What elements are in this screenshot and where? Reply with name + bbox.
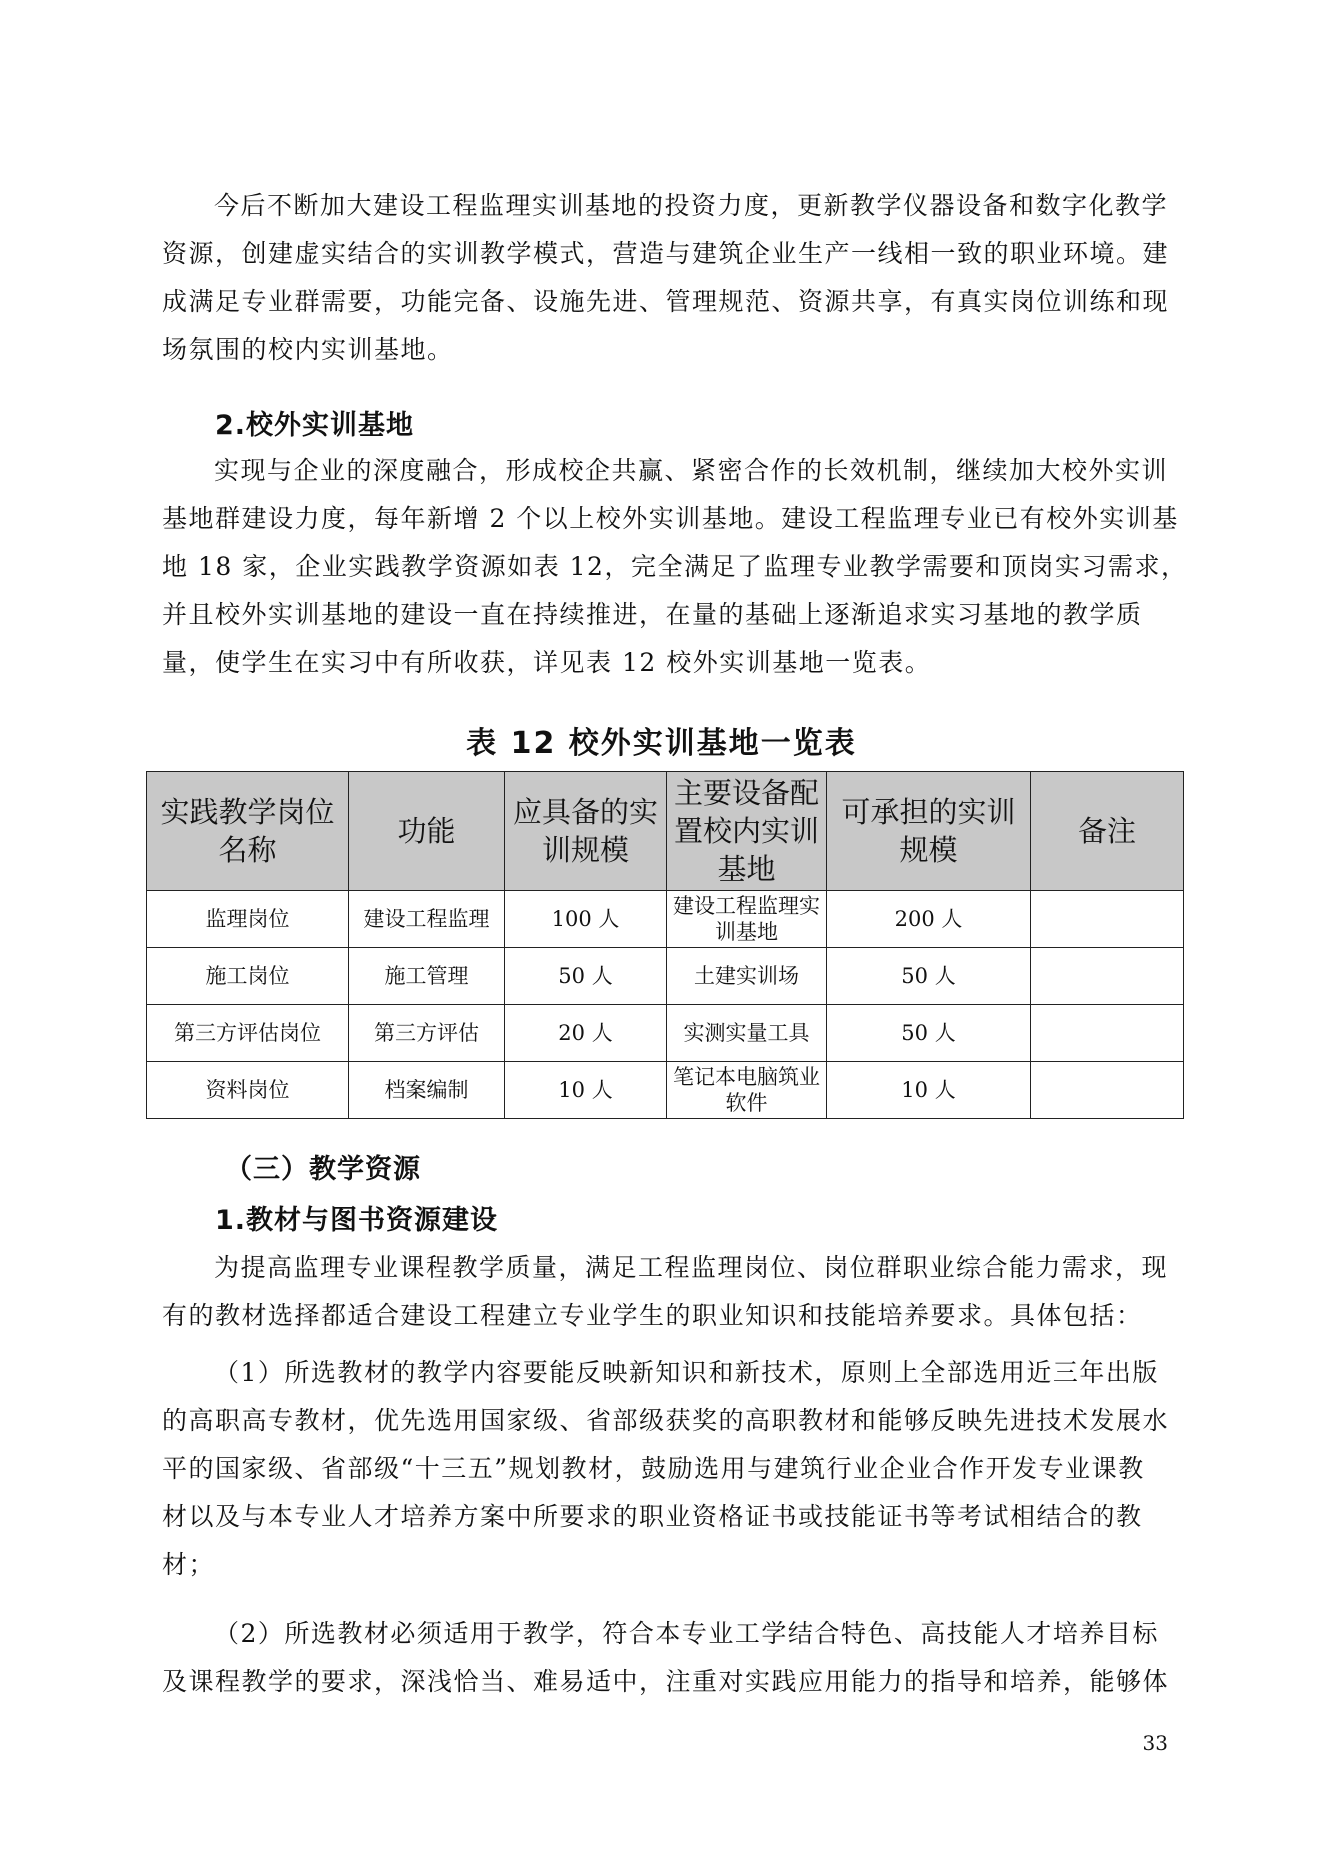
header-cell-remarks: 备注 <box>1031 772 1184 891</box>
text-line: 为提高监理专业课程教学质量，满足工程监理岗位、岗位群职业综合能力需求，现 <box>214 1253 1169 1282</box>
text-line: 并且校外实训基地的建设一直在持续推进，在量的基础上逐渐追求实习基地的教学质 <box>162 600 1143 629</box>
table-cell: 施工管理 <box>349 948 505 1005</box>
paragraph-textbook-rule-2 <box>162 1610 1172 1706</box>
header-cell-required-scale: 应具备的实训规模 <box>505 772 667 891</box>
table-cell: 施工岗位 <box>147 948 349 1005</box>
text-line: 材以及与本专业人才培养方案中所要求的职业资格证书或技能证书等考试相结合的教 <box>162 1502 1143 1531</box>
text-line: 有的教材选择都适合建设工程建立专业学生的职业知识和技能培养要求。具体包括： <box>162 1301 1143 1330</box>
table-caption: 表 12 校外实训基地一览表 <box>466 726 857 761</box>
text-line: 平的国家级、省部级“十三五”规划教材，鼓励选用与建筑行业企业合作开发专业课教 <box>162 1454 1145 1483</box>
table-cell <box>1031 1062 1184 1119</box>
text-line: 资源，创建虚实结合的实训教学模式，营造与建筑企业生产一线相一致的职业环境。建 <box>162 239 1170 268</box>
header-cell-function: 功能 <box>349 772 505 891</box>
table-row <box>147 1062 1184 1119</box>
table-cell: 10 人 <box>827 1062 1031 1119</box>
table-row <box>147 891 1184 948</box>
table-cell: 50 人 <box>827 1005 1031 1062</box>
text-line: 成满足专业群需要，功能完备、设施先进、管理规范、资源共享，有真实岗位训练和现 <box>162 287 1170 316</box>
paragraph-textbook-rule-1 <box>162 1349 1172 1589</box>
table-row <box>147 948 1184 1005</box>
text-line: 量，使学生在实习中有所收获，详见表 12 校外实训基地一览表。 <box>162 648 932 677</box>
page-number: 33 <box>1142 1731 1168 1755</box>
text-line: 实现与企业的深度融合，形成校企共赢、紧密合作的长效机制，继续加大校外实训 <box>214 456 1169 485</box>
table-cell: 50 人 <box>827 948 1031 1005</box>
text-line: 今后不断加大建设工程监理实训基地的投资力度，更新教学仪器设备和数字化教学 <box>214 191 1169 220</box>
table-cell: 20 人 <box>505 1005 667 1062</box>
paragraph-textbook-intro <box>162 1244 1172 1340</box>
table-cell: 笔记本电脑筑业软件 <box>667 1062 827 1119</box>
table-cell: 第三方评估岗位 <box>147 1005 349 1062</box>
text-line: 及课程教学的要求，深浅恰当、难易适中，注重对实践应用能力的指导和培养，能够体 <box>162 1667 1170 1696</box>
table-cell: 50 人 <box>505 948 667 1005</box>
header-cell-position: 实践教学岗位名称 <box>147 772 349 891</box>
table-cell: 200 人 <box>827 891 1031 948</box>
table-header-row <box>147 772 1184 891</box>
text-line: 场氛围的校内实训基地。 <box>162 335 454 364</box>
table-cell: 建设工程监理实训基地 <box>667 891 827 948</box>
table-cell <box>1031 1005 1184 1062</box>
table-cell: 建设工程监理 <box>349 891 505 948</box>
text-line: 基地群建设力度，每年新增 2 个以上校外实训基地。建设工程监理专业已有校外实训基 <box>162 504 1179 533</box>
table-cell: 实测实量工具 <box>667 1005 827 1062</box>
table-cell: 监理岗位 <box>147 891 349 948</box>
table-row <box>147 1005 1184 1062</box>
training-base-table <box>146 771 1184 1119</box>
table-cell: 100 人 <box>505 891 667 948</box>
table-cell: 土建实训场 <box>667 948 827 1005</box>
header-cell-capacity: 可承担的实训规模 <box>827 772 1031 891</box>
heading-textbook-resources: 1.教材与图书资源建设 <box>215 1205 499 1236</box>
table-cell: 档案编制 <box>349 1062 505 1119</box>
heading-off-campus-training-base: 2.校外实训基地 <box>215 410 415 441</box>
header-cell-equipment-base: 主要设备配置校内实训基地 <box>667 772 827 891</box>
text-line: 地 18 家，企业实践教学资源如表 12，完全满足了监理专业教学需要和顶岗实习需求， <box>162 552 1188 581</box>
text-line: 的高职高专教材，优先选用国家级、省部级获奖的高职教材和能够反映先进技术发展水 <box>162 1406 1170 1435</box>
table-cell <box>1031 948 1184 1005</box>
paragraph-off-campus-base <box>162 447 1188 687</box>
paragraph-campus-base-investment <box>162 182 1172 374</box>
table-cell: 第三方评估 <box>349 1005 505 1062</box>
text-line: 材； <box>162 1550 216 1579</box>
table-cell: 资料岗位 <box>147 1062 349 1119</box>
text-line: （1）所选教材的教学内容要能反映新知识和新技术，原则上全部选用近三年出版 <box>214 1358 1159 1387</box>
table-cell <box>1031 891 1184 948</box>
table-cell: 10 人 <box>505 1062 667 1119</box>
text-line: （2）所选教材必须适用于教学，符合本专业工学结合特色、高技能人才培养目标 <box>214 1619 1159 1648</box>
heading-teaching-resources: （三）教学资源 <box>225 1154 421 1185</box>
